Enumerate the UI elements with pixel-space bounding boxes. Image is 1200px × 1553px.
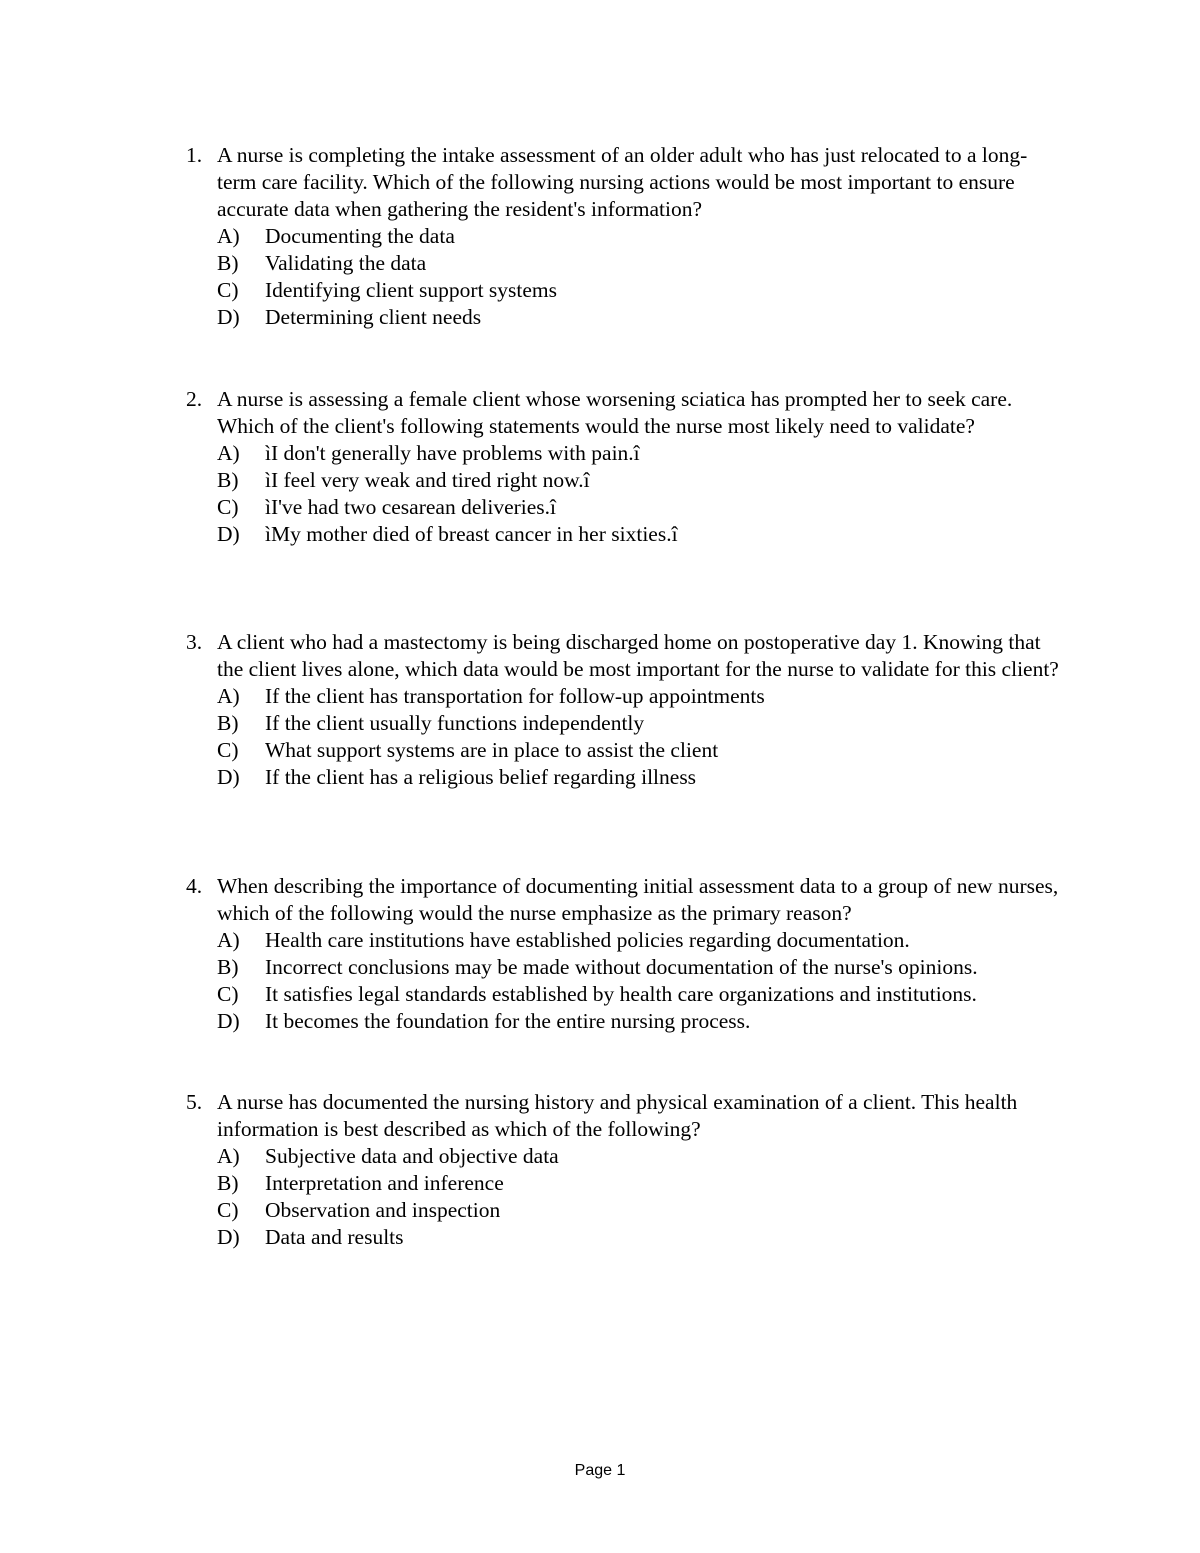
answer-option-a xyxy=(186,927,1066,954)
option-text: Determining client needs xyxy=(265,305,482,329)
question-stem: A client who had a mastectomy is being discharged home on postoperative day 1. Knowing that the client lives alone, which data would be most important for the nurse to validate for this client? xyxy=(217,630,1059,681)
option-letter: C) xyxy=(217,738,239,762)
question-stem-row xyxy=(186,873,1066,927)
option-text: Identifying client support systems xyxy=(265,278,558,302)
option-text: It becomes the foundation for the entire nursing process. xyxy=(265,1009,751,1033)
option-letter: C) xyxy=(217,1198,239,1222)
option-letter: C) xyxy=(217,278,239,302)
question-stem-row xyxy=(186,142,1066,223)
option-letter: B) xyxy=(217,711,239,735)
question-3 xyxy=(186,629,1066,791)
question-1 xyxy=(186,142,1066,331)
option-letter: B) xyxy=(217,955,239,979)
question-number: 5. xyxy=(186,1090,203,1114)
answer-option-c xyxy=(186,981,1066,1008)
answer-options xyxy=(186,927,1066,1035)
option-text: Data and results xyxy=(265,1225,404,1249)
option-text: ìMy mother died of breast cancer in her sixties.î xyxy=(265,522,678,546)
option-letter: C) xyxy=(217,982,239,1006)
answer-option-d xyxy=(186,304,1066,331)
answer-option-a xyxy=(186,223,1066,250)
option-text: It satisfies legal standards established by health care organizations and institutions. xyxy=(265,982,977,1006)
page-number: Page 1 xyxy=(574,1462,626,1479)
question-2 xyxy=(186,386,1066,548)
option-letter: A) xyxy=(217,441,240,465)
option-text: Incorrect conclusions may be made without documentation of the nurse's opinions. xyxy=(265,955,978,979)
question-4 xyxy=(186,873,1066,1035)
option-text: If the client usually functions independently xyxy=(265,711,645,735)
answer-options xyxy=(186,1143,1066,1251)
answer-option-a xyxy=(186,1143,1066,1170)
question-stem-row xyxy=(186,386,1066,440)
option-text: ìI don't generally have problems with pain.î xyxy=(265,441,640,465)
option-letter: B) xyxy=(217,468,239,492)
option-text: Health care institutions have established policies regarding documentation. xyxy=(265,928,910,952)
option-letter: D) xyxy=(217,305,240,329)
option-text: If the client has a religious belief regarding illness xyxy=(265,765,697,789)
option-text: Documenting the data xyxy=(265,224,455,248)
question-stem: When describing the importance of documenting initial assessment data to a group of new nurses, which of the following would the nurse emphasize as the primary reason? xyxy=(217,874,1059,925)
answer-option-c xyxy=(186,737,1066,764)
option-letter: D) xyxy=(217,765,240,789)
question-number: 4. xyxy=(186,874,203,898)
answer-option-b xyxy=(186,250,1066,277)
question-stem-row xyxy=(186,1089,1066,1143)
option-letter: A) xyxy=(217,684,240,708)
answer-option-c xyxy=(186,494,1066,521)
answer-options xyxy=(186,683,1066,791)
question-5 xyxy=(186,1089,1066,1251)
option-letter: C) xyxy=(217,495,239,519)
option-letter: D) xyxy=(217,522,240,546)
option-text: Validating the data xyxy=(265,251,427,275)
answer-option-d xyxy=(186,521,1066,548)
question-number: 1. xyxy=(186,143,203,167)
answer-option-c xyxy=(186,1197,1066,1224)
option-text: Interpretation and inference xyxy=(265,1171,504,1195)
option-text: What support systems are in place to assist the client xyxy=(265,738,719,762)
option-text: Subjective data and objective data xyxy=(265,1144,559,1168)
option-letter: A) xyxy=(217,224,240,248)
answer-option-b xyxy=(186,1170,1066,1197)
page-footer xyxy=(0,1461,1200,1481)
answer-options xyxy=(186,223,1066,331)
question-stem: A nurse has documented the nursing history and physical examination of a client. This health information is best described as which of the following? xyxy=(217,1090,1018,1141)
answer-option-c xyxy=(186,277,1066,304)
answer-option-b xyxy=(186,954,1066,981)
question-stem: A nurse is completing the intake assessment of an older adult who has just relocated to a long-term care facility. Which of the following nursing actions would be most important to ensure accurate data when gathering the resident's information? xyxy=(217,143,1028,221)
answer-options xyxy=(186,440,1066,548)
answer-option-b xyxy=(186,467,1066,494)
question-stem: A nurse is assessing a female client whose worsening sciatica has prompted her to seek care. Which of the client's following statements would the nurse most likely need to validate? xyxy=(217,387,1013,438)
question-stem-row xyxy=(186,629,1066,683)
option-letter: B) xyxy=(217,1171,239,1195)
option-letter: D) xyxy=(217,1009,240,1033)
option-text: Observation and inspection xyxy=(265,1198,501,1222)
option-text: If the client has transportation for follow-up appointments xyxy=(265,684,765,708)
option-text: ìI've had two cesarean deliveries.î xyxy=(265,495,557,519)
option-letter: D) xyxy=(217,1225,240,1249)
question-number: 3. xyxy=(186,630,203,654)
option-letter: B) xyxy=(217,251,239,275)
answer-option-d xyxy=(186,764,1066,791)
answer-option-d xyxy=(186,1224,1066,1251)
option-letter: A) xyxy=(217,928,240,952)
answer-option-b xyxy=(186,710,1066,737)
option-text: ìI feel very weak and tired right now.î xyxy=(265,468,590,492)
answer-option-a xyxy=(186,440,1066,467)
answer-option-d xyxy=(186,1008,1066,1035)
question-number: 2. xyxy=(186,387,203,411)
option-letter: A) xyxy=(217,1144,240,1168)
answer-option-a xyxy=(186,683,1066,710)
